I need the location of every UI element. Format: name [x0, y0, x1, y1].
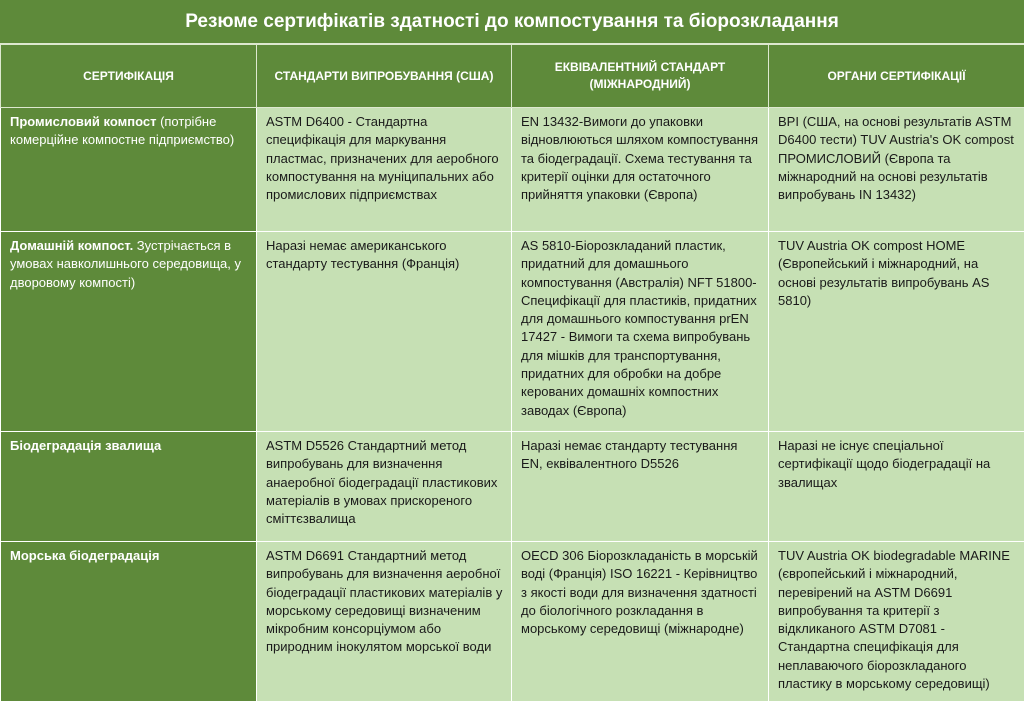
cert-title: Домашній компост.: [10, 238, 134, 253]
cert-cell: [1, 108, 257, 232]
cert-title: Морська біодеградація: [10, 548, 160, 563]
cert-title: Промисловий компост: [10, 114, 157, 129]
cert-title: Біодеградація звалища: [10, 438, 162, 453]
us-standard-cell: ASTM D6400 - Стандартна специфікація для маркування пластмас, призначених для аеробного компостування на муніципальних або промислових підприємствах: [257, 108, 512, 232]
cert-cell: [1, 542, 257, 701]
cert-bodies-cell: TUV Austria OK compost HOME (Європейський і міжнародний, на основі результатів випробувань AS 5810): [769, 232, 1024, 432]
table-row: [1, 108, 1024, 232]
intl-standard-cell: Наразі немає стандарту тестування EN, еквівалентного D5526: [512, 432, 769, 542]
cert-cell: [1, 432, 257, 542]
table-row: [1, 432, 1024, 542]
table-row: [1, 542, 1024, 701]
us-standard-cell: ASTM D5526 Стандартний метод випробувань для визначення анаеробної біодеградації пластикових матеріалів в умовах прискореного сміттєзвалища: [257, 432, 512, 542]
cert-bodies-cell: BPI (США, на основі результатів ASTM D6400 тести) TUV Austria's OK compost ПРОМИСЛОВИЙ (Європа та міжнародний на основі результатів випробувань IN 13432): [769, 108, 1024, 232]
cert-cell: [1, 232, 257, 432]
header-row: [1, 45, 1024, 108]
cert-note: (потрібне комерційне компостне підприємство): [10, 114, 235, 148]
table-row: [1, 232, 1024, 432]
cert-bodies-cell: TUV Austria OK biodegradable MARINE (європейський і міжнародний, перевірений на ASTM D6691 випробування та критерії з відкликаного ASTM D7081 - Стандартна специфікація для неплаваючого біорозкладаного пластику в морському середовищі): [769, 542, 1024, 701]
cert-note: Зустрічається в умовах навколишнього середовища, у дворовому компості): [10, 238, 242, 290]
certification-table: [0, 44, 1024, 701]
intl-standard-cell: EN 13432-Вимоги до упаковки відновлюються шляхом компостування та біодеградації. Схема тестування та критерії оцінки для остаточного прийняття упаковки (Європа): [512, 108, 769, 232]
header-us-standards: СТАНДАРТИ ВИПРОБУВАННЯ (США): [257, 45, 512, 108]
intl-standard-cell: OECD 306 Біорозкладаність в морській воді (Франція) ISO 16221 - Керівництво з якості води для визначення здатності до біологічного розкладання в морському середовищі (міжнародне): [512, 542, 769, 701]
us-standard-cell: ASTM D6691 Стандартний метод випробувань для визначення аеробної біодеградації пластикових матеріалів у морському середовищі визначеним мікробним консорціумом або природним інокулятом морської води: [257, 542, 512, 701]
header-certification: СЕРТИФІКАЦІЯ: [1, 45, 257, 108]
us-standard-cell: Наразі немає американського стандарту тестування (Франція): [257, 232, 512, 432]
intl-standard-cell: AS 5810-Біорозкладаний пластик, придатний для домашнього компостування (Австралія) NFT 51800-Специфікації для пластиків, придатних для домашнього компостування prEN 17427 - Вимоги та схема випробувань для мішків для транспортування, придатних для обробки на добре керованих домашніх компостних заводах (Європа): [512, 232, 769, 432]
header-cert-bodies: ОРГАНИ СЕРТИФІКАЦІЇ: [769, 45, 1024, 108]
header-intl-equivalent: ЕКВІВАЛЕНТНИЙ СТАНДАРТ (МІЖНАРОДНИЙ): [512, 45, 769, 108]
cert-bodies-cell: Наразі не існує спеціальної сертифікації щодо біодеградації на звалищах: [769, 432, 1024, 542]
table-title: Резюме сертифікатів здатності до компостування та біорозкладання: [0, 0, 1024, 44]
